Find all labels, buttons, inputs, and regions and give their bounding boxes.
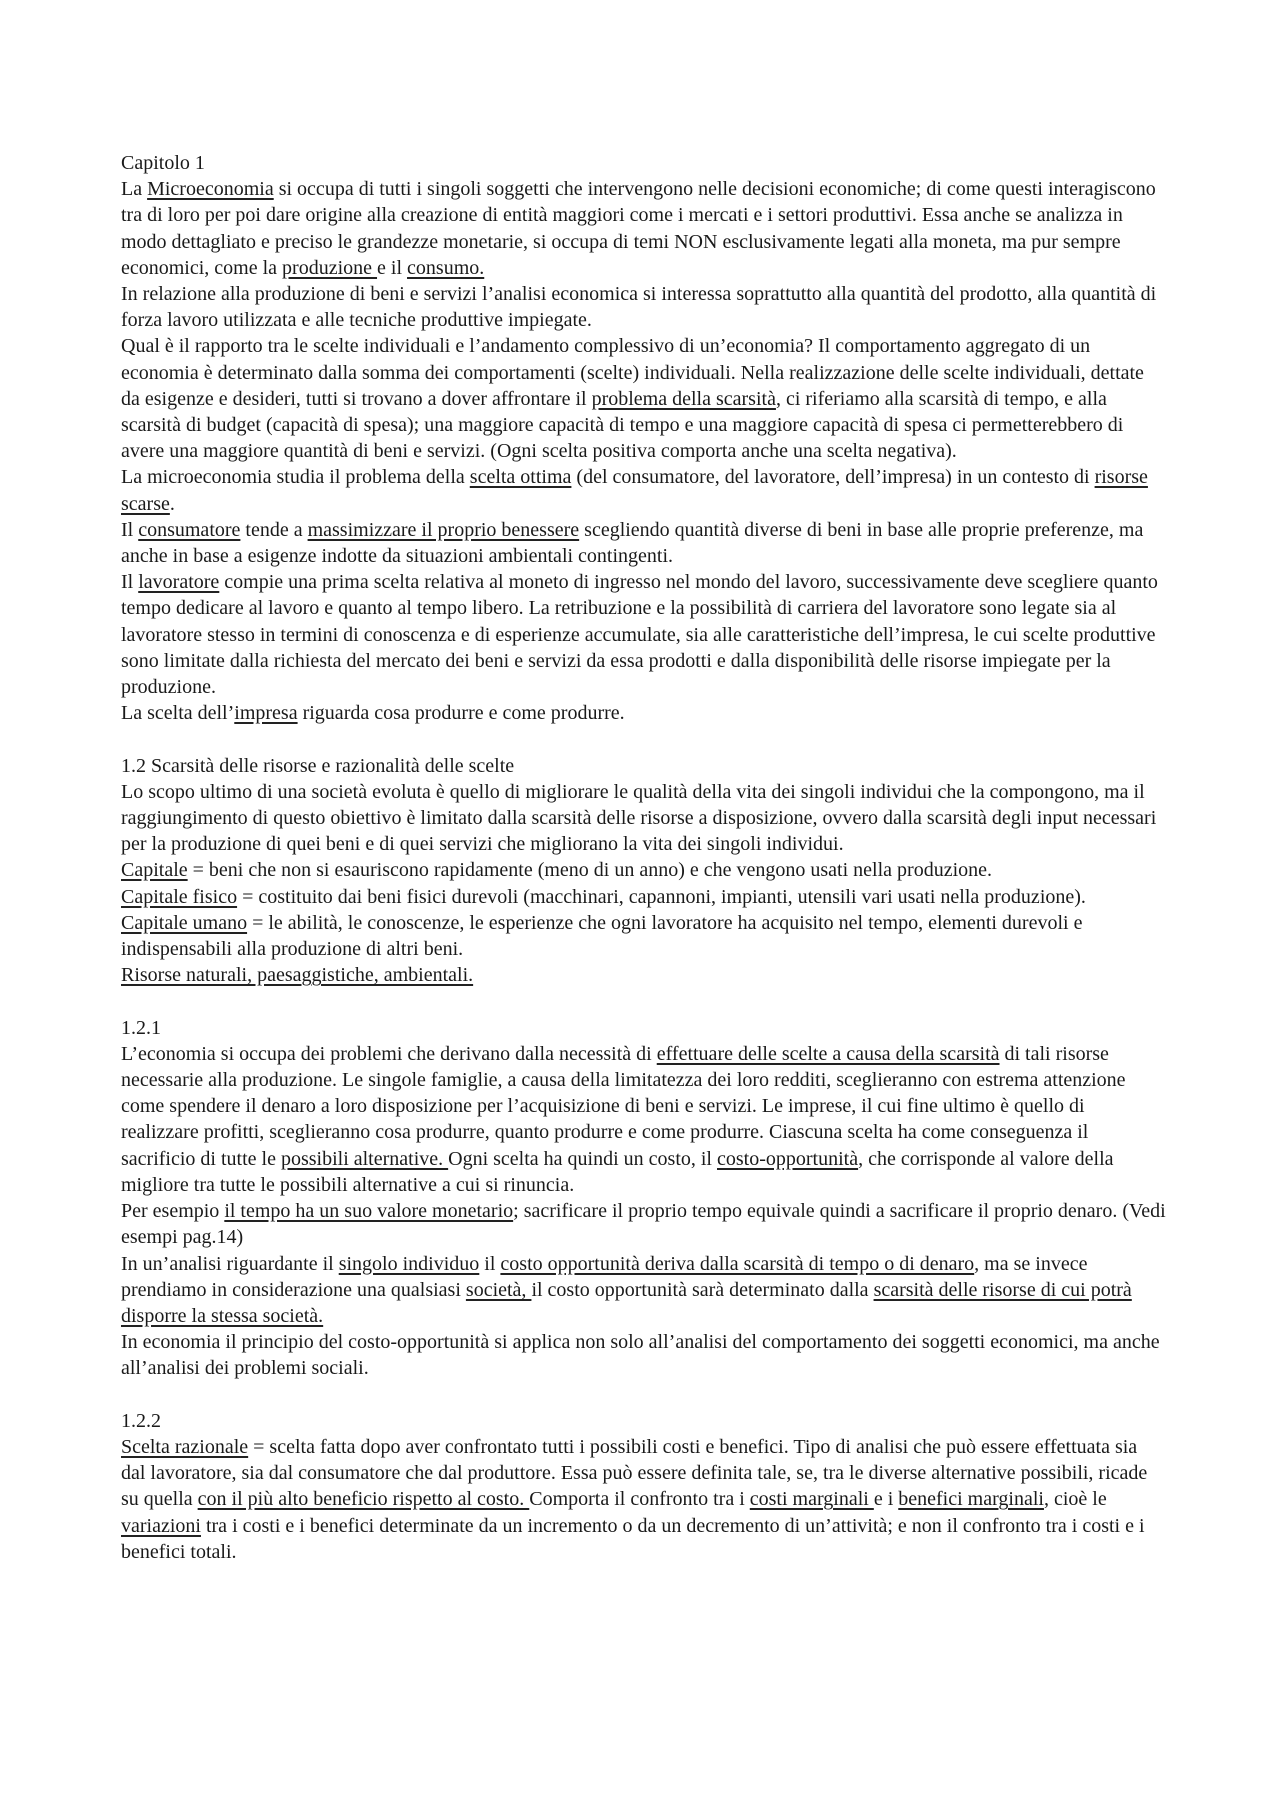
underlined-term: risorse scarse: [121, 466, 1148, 515]
paragraph-spacer: [121, 988, 1166, 1014]
underlined-term: costo opportunità deriva dalla scarsità di tempo o di denaro: [500, 1252, 975, 1275]
text-run: In un’analisi riguardante il: [121, 1252, 339, 1275]
underlined-term: società,: [465, 1278, 532, 1301]
underlined-term: lavoratore: [138, 571, 220, 594]
text-run: si occupa di tutti i singoli soggetti che intervengono nelle decisioni economiche; di come questi interagiscono tra di loro per poi dare origine alla creazione di entità maggiori come i mercati e i settori produttivi. Essa anche se analizza in modo dettagliato e preciso le grandezze monetarie, si occupa di temi NON esclusivamente legati alla moneta, ma pur sempre economici, come la: [121, 178, 1156, 279]
paragraph: [121, 884, 1166, 910]
underlined-term: benefici marginali: [898, 1488, 1044, 1511]
text-run: = scelta fatta dopo aver confrontato tutti i possibili costi e benefici. Tipo di analisi che può essere effettuata sia dal lavoratore, sia dal consumatore che dal produttore. Essa può essere definita tale, se, tra le diverse alternative possibili, ricade su quella: [121, 1435, 1148, 1511]
text-run: In relazione alla produzione di beni e servizi l’analisi economica si interessa soprattutto alla quantità del prodotto, alla quantità di forza lavoro utilizzata e alle tecniche produttive impiegate.: [121, 283, 1157, 332]
underlined-term: Scelta razionale: [121, 1435, 249, 1458]
paragraph: [121, 962, 1166, 988]
text-run: La microeconomia studia il problema della: [121, 466, 470, 489]
paragraph: [121, 1041, 1166, 1198]
text-run: , ma se invece prendiamo in considerazione una qualsiasi: [121, 1252, 1088, 1301]
underlined-term: scarsità delle risorse di cui potrà disporre la stessa società.: [121, 1278, 1132, 1327]
paragraph: [121, 517, 1166, 569]
underlined-term: massimizzare il proprio benessere: [307, 518, 580, 541]
underlined-term: scelta ottima: [469, 466, 572, 489]
text-run: Comporta il confronto tra i: [529, 1488, 750, 1511]
paragraph: [121, 333, 1166, 464]
text-run: il: [479, 1252, 501, 1275]
underlined-term: singolo individuo: [338, 1252, 480, 1275]
paragraph: [121, 779, 1166, 858]
underlined-term: produzione: [282, 256, 378, 279]
paragraph: [121, 1198, 1166, 1250]
underlined-term: costi marginali: [749, 1488, 874, 1511]
paragraph: [121, 753, 1166, 779]
paragraph: [121, 1015, 1166, 1041]
paragraph: [121, 1251, 1166, 1330]
paragraph: [121, 569, 1166, 700]
text-run: (del consumatore, del lavoratore, dell’impresa) in un contesto di: [571, 466, 1095, 489]
paragraph: [121, 1434, 1166, 1565]
text-run: il costo opportunità sarà determinato dalla: [531, 1278, 874, 1301]
underlined-term: consumo.: [407, 256, 485, 279]
text-run: Per esempio: [121, 1200, 225, 1223]
text-run: 1.2 Scarsità delle risorse e razionalità delle scelte: [121, 754, 515, 777]
underlined-term: costo-opportunità: [717, 1147, 859, 1170]
underlined-term: il tempo ha un suo valore monetario: [224, 1200, 514, 1223]
paragraph: [121, 176, 1166, 281]
text-run: , ci riferiamo alla scarsità di tempo, e alla scarsità di budget (capacità di spesa); una maggiore capacità di tempo e una maggiore capacità di spesa ci permetterebbero di avere una maggiore quantità di beni e servizi. (Ogni scelta positiva comporta anche una scelta negativa).: [121, 387, 1124, 463]
underlined-term: Capitale: [121, 859, 188, 882]
text-run: Capitolo 1: [121, 152, 205, 174]
text-run: tra i costi e i benefici determinate da un incremento o da un decremento di un’attività; e non il confronto tra i costi e i benefici totali.: [121, 1514, 1145, 1563]
chapter-heading: [121, 150, 1166, 176]
underlined-term: possibili alternative.: [280, 1147, 449, 1170]
text-run: 1.2.2: [121, 1409, 161, 1432]
text-run: Qual è il rapporto tra le scelte individuali e l’andamento complessivo di un’economia? Il comportamento aggregato di un economia è determinato dalla somma dei comportamenti (scelte) individuali. Nella realizzazione delle scelte individuali, dettate da esigenze e desideri, tutti si trovano a dover affrontare il: [121, 335, 1144, 410]
underlined-term: Microeconomia: [147, 178, 274, 201]
text-run: La: [121, 178, 148, 201]
text-run: riguarda cosa produrre e come produrre.: [297, 702, 625, 725]
paragraph-spacer: [121, 726, 1166, 752]
text-run: ; sacrificare il proprio tempo equivale quindi a sacrificare il proprio denaro. (Vedi esempi pag.14): [121, 1200, 1166, 1249]
paragraph: [121, 281, 1166, 333]
text-run: Il: [121, 571, 139, 594]
paragraph: [121, 464, 1166, 516]
underlined-term: impresa: [234, 702, 298, 725]
underlined-term: effettuare delle scelte a causa della scarsità: [656, 1042, 1000, 1065]
text-run: compie una prima scelta relativa al moneto di ingresso nel mondo del lavoro, successivamente deve scegliere quanto tempo dedicare al lavoro e quanto al tempo libero. La retribuzione e la possibilità di carriera del lavoratore sono legate sia al lavoratore stesso in termini di conoscenza e di esperienze accumulate, sia alle caratteristiche dell’impresa, le cui scelte produttive sono limitate dalla richiesta del mercato dei beni e servizi da essa prodotti e dalla disponibilità delle risorse impiegate per la produzione.: [121, 571, 1158, 699]
text-run: .: [169, 492, 175, 515]
text-run: Ogni scelta ha quindi un costo, il: [448, 1147, 717, 1170]
text-run: 1.2.1: [121, 1016, 161, 1039]
underlined-term: problema della scarsità: [591, 387, 776, 410]
text-run: In economia il principio del costo-opportunità si applica non solo all’analisi del comportamento dei soggetti economici, ma anche all’analisi dei problemi sociali.: [121, 1331, 1160, 1380]
text-run: , che corrisponde al valore della migliore tra tutte le possibili alternative a cui si rinuncia.: [121, 1147, 1114, 1196]
underlined-term: Capitale fisico: [121, 885, 238, 908]
text-run: = beni che non si esauriscono rapidamente (meno di un anno) e che vengono usati nella produzione.: [187, 859, 993, 882]
text-run: e il: [377, 256, 408, 279]
document-page: [121, 150, 1166, 1565]
paragraph-spacer: [121, 1382, 1166, 1408]
underlined-term: variazioni: [121, 1514, 201, 1537]
text-run: scegliendo quantità diverse di beni in base alle proprie preferenze, ma anche in base a esigenze indotte da situazioni ambientali contingenti.: [121, 518, 1144, 568]
paragraph: [121, 1329, 1166, 1381]
underlined-term: con il più alto beneficio rispetto al costo.: [197, 1488, 530, 1511]
paragraph: [121, 1408, 1166, 1434]
paragraph: [121, 700, 1166, 726]
text-run: = costituito dai beni fisici durevoli (macchinari, capannoni, impianti, utensili vari usati nella produzione).: [237, 885, 1086, 908]
text-run: Lo scopo ultimo di una società evoluta è quello di migliorare le qualità della vita dei singoli individui che la compongono, ma il raggiungimento di questo obiettivo è limitato dalla scarsità delle risorse a disposizione, ovvero dalla scarsità degli input necessari per la produzione di quei beni e di quei servizi che migliorano la vita dei singoli individui.: [121, 780, 1157, 856]
underlined-term: Capitale umano: [121, 911, 248, 934]
text-run: di tali risorse necessarie alla produzione. Le singole famiglie, a causa della limitatezza dei loro redditi, sceglieranno con estrema attenzione come spendere il denaro a loro disposizione per l’acquisizione di beni e servizi. Le imprese, il cui fine ultimo è quello di realizzare profitti, sceglieranno cosa produrre, quanto produrre e come produrre. Ciascuna scelta ha come conseguenza il sacrificio di tutte le: [121, 1042, 1126, 1170]
text-run: , cioè le: [1043, 1488, 1107, 1511]
text-run: e i: [873, 1488, 899, 1511]
text-run: La scelta dell’: [121, 702, 235, 725]
text-run: = le abilità, le conoscenze, le esperienze che ogni lavoratore ha acquisito nel tempo, elementi durevoli e indispensabili alla produzione di altri beni.: [121, 911, 1083, 961]
text-run: Il: [121, 518, 139, 541]
underlined-term: consumatore: [138, 518, 241, 541]
paragraph: [121, 910, 1166, 962]
text-run: tende a: [240, 518, 308, 541]
text-run: L’economia si occupa dei problemi che derivano dalla necessità di: [121, 1042, 657, 1065]
underlined-term: Risorse naturali, paesaggistiche, ambientali.: [121, 964, 474, 987]
paragraph: [121, 857, 1166, 883]
